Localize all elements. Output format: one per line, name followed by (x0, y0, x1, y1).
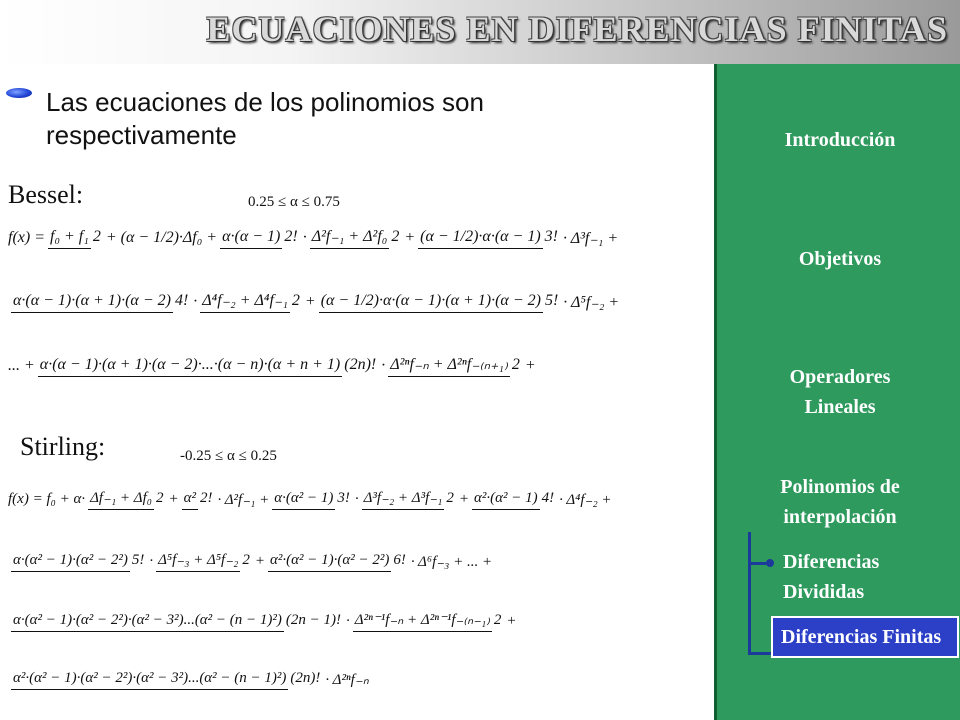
fraction-denominator: 2 (291, 292, 300, 309)
formula-fraction (353, 610, 504, 632)
fraction-numerator: Δ⁴f₋₂ + Δ⁴f₋₁ (200, 290, 290, 313)
fraction-denominator: 4! (174, 292, 189, 309)
formula-text: · Δ²ⁿf₋ₙ (325, 671, 369, 688)
fraction-denominator: 3! (337, 490, 350, 506)
tree-node-icon (766, 559, 774, 567)
formula-text: f(x) = (8, 228, 45, 246)
stirling-label: Stirling: (20, 432, 106, 461)
sidebar-subitem-diferencias-divididas[interactable]: Diferencias Divididas (783, 551, 880, 603)
bessel-formula-line-3 (8, 354, 536, 377)
sidebar (714, 64, 960, 720)
formula-text: · Δ⁴f₋₂ + (559, 491, 612, 508)
fraction-numerator: Δf₋₁ + Δf₀ (88, 488, 154, 510)
formula-text: · Δ³f₋₁ + (563, 229, 619, 247)
stirling-formula-line-2 (8, 550, 492, 572)
fraction-numerator: Δ²f₋₁ + Δ²f₀ (310, 226, 390, 249)
stirling-formula-line-1 (8, 488, 612, 510)
fraction-numerator: α²·(α² − 1)·(α² − 2²)·(α² − 3²)...(α² − (n − 1)²) (11, 670, 288, 690)
formula-fraction (48, 226, 103, 249)
sidebar-item-operadores-lineales[interactable]: Operadores Lineales (789, 366, 891, 418)
fraction-denominator: 3! (544, 228, 558, 245)
fraction-denominator: (2n − 1)! (285, 612, 342, 628)
formula-text: · Δ⁵f₋₂ + (563, 293, 620, 311)
fraction-numerator: Δ³f₋₂ + Δ³f₋₁ (362, 488, 445, 510)
fraction-numerator: α·(α − 1)·(α + 1)·(α − 2) (11, 292, 173, 313)
formula-text: · (381, 356, 386, 374)
formula-text: + (524, 356, 536, 374)
tree-branch (748, 652, 772, 655)
fraction-denominator: 2! (284, 228, 298, 245)
fraction-numerator: α²·(α² − 1) (472, 490, 540, 510)
stirling-formula-line-4 (8, 668, 369, 690)
tree-connector (748, 532, 751, 654)
formula-fraction (88, 488, 165, 510)
formula-fraction (200, 290, 302, 313)
fraction-numerator: Δ⁵f₋₃ + Δ⁵f₋₂ (156, 550, 240, 572)
formula-fraction (220, 226, 300, 249)
sidebar-item-polinomios[interactable]: Polinomios de interpolación (780, 476, 900, 528)
fraction-numerator: α·(α² − 1)·(α² − 2²)·(α² − 3²)...(α² − (n − 1)²) (11, 612, 284, 632)
fraction-denominator: 2 (446, 490, 454, 506)
formula-text: ... + (8, 356, 35, 374)
fraction-denominator: 5! (131, 552, 145, 568)
fraction-numerator: Δ²ⁿf₋ₙ + Δ²ⁿf₋₍ₙ₊₁₎ (388, 354, 510, 377)
sidebar-subitem-diferencias-finitas[interactable]: Diferencias Finitas (771, 616, 959, 658)
fraction-denominator: 2 (391, 228, 400, 245)
fraction-denominator: (2n)! (290, 670, 321, 686)
bessel-label: Bessel: (8, 180, 84, 209)
fraction-numerator: (α − 1/2)·α·(α − 1) (418, 228, 543, 249)
fraction-numerator: Δ²ⁿ⁻¹f₋ₙ + Δ²ⁿ⁻¹f₋₍ₙ₋₁₎ (353, 610, 492, 632)
fraction-denominator: 2 (242, 552, 250, 568)
fraction-denominator: 6! (393, 552, 406, 568)
formula-text: · (193, 292, 198, 310)
fraction-numerator: α·(α² − 1) (272, 490, 335, 510)
bessel-range: 0.25 ≤ α ≤ 0.75 (248, 194, 340, 210)
fraction-numerator: α·(α − 1)·(α + 1)·(α − 2)·...·(α − n)·(α + n + 1) (38, 356, 342, 377)
formula-fraction (418, 226, 560, 249)
formula-fraction (11, 610, 343, 632)
fraction-denominator: 2 (92, 228, 101, 245)
fraction-numerator: α²·(α² − 1)·(α² − 2²) (268, 552, 391, 572)
formula-fraction (472, 488, 556, 510)
formula-text: + (404, 228, 416, 246)
fraction-numerator: (α − 1/2)·α·(α − 1)·(α + 1)·(α − 2) (319, 292, 543, 313)
formula-text: f(x) = f₀ + α· (8, 490, 86, 507)
formula-fraction (319, 290, 561, 313)
fraction-numerator: f₀ + f₁ (48, 228, 91, 249)
intro-text: Las ecuaciones de los polinomios son respectivamente (46, 87, 484, 150)
formula-text: + (304, 292, 316, 310)
bessel-formula-line-1 (8, 226, 618, 249)
formula-text: + (168, 490, 179, 507)
formula-text: · Δ²f₋₁ + (217, 491, 270, 508)
bullet-icon (6, 88, 32, 98)
formula-fraction (182, 488, 215, 510)
formula-text: · (346, 612, 350, 629)
sidebar-item-introduccion[interactable]: Introducción (784, 129, 896, 151)
formula-text: + (α − 1/2)·Δf₀ + (105, 228, 218, 246)
formula-fraction (38, 354, 378, 377)
formula-fraction (156, 550, 252, 572)
formula-fraction (388, 354, 522, 377)
sidebar-item-objetivos[interactable]: Objetivos (798, 248, 882, 270)
page-title: ECUACIONES EN DIFERENCIAS FINITAS (206, 9, 948, 49)
fraction-numerator: α·(α² − 1)·(α² − 2²) (11, 552, 130, 572)
fraction-denominator: 2 (493, 612, 502, 628)
formula-fraction (362, 488, 456, 510)
stirling-range: -0.25 ≤ α ≤ 0.25 (180, 448, 277, 464)
fraction-denominator: 2! (200, 490, 213, 506)
formula-fraction (272, 488, 352, 510)
formula-fraction (268, 550, 408, 572)
fraction-numerator: α·(α − 1) (220, 228, 282, 249)
formula-text: · (149, 552, 154, 569)
fraction-denominator: 5! (544, 292, 559, 309)
fraction-denominator: 2 (156, 490, 164, 506)
formula-text: · Δ⁶f₋₃ + ... + (410, 553, 493, 570)
formula-fraction (11, 550, 146, 572)
formula-fraction (11, 290, 190, 313)
fraction-denominator: 2 (511, 356, 520, 373)
bessel-formula-line-2 (8, 290, 619, 313)
formula-fraction (11, 668, 322, 690)
formula-fraction (310, 226, 402, 249)
fraction-denominator: (2n)! (344, 356, 377, 373)
formula-text: + (506, 612, 517, 629)
fraction-numerator: α² (182, 490, 198, 510)
formula-text: · (302, 228, 307, 246)
fraction-denominator: 4! (541, 490, 555, 506)
header-bar (0, 0, 960, 64)
formula-text: + (458, 490, 470, 507)
stirling-formula-line-3 (8, 610, 517, 632)
formula-text: + (254, 552, 265, 569)
formula-text: · (354, 490, 359, 507)
